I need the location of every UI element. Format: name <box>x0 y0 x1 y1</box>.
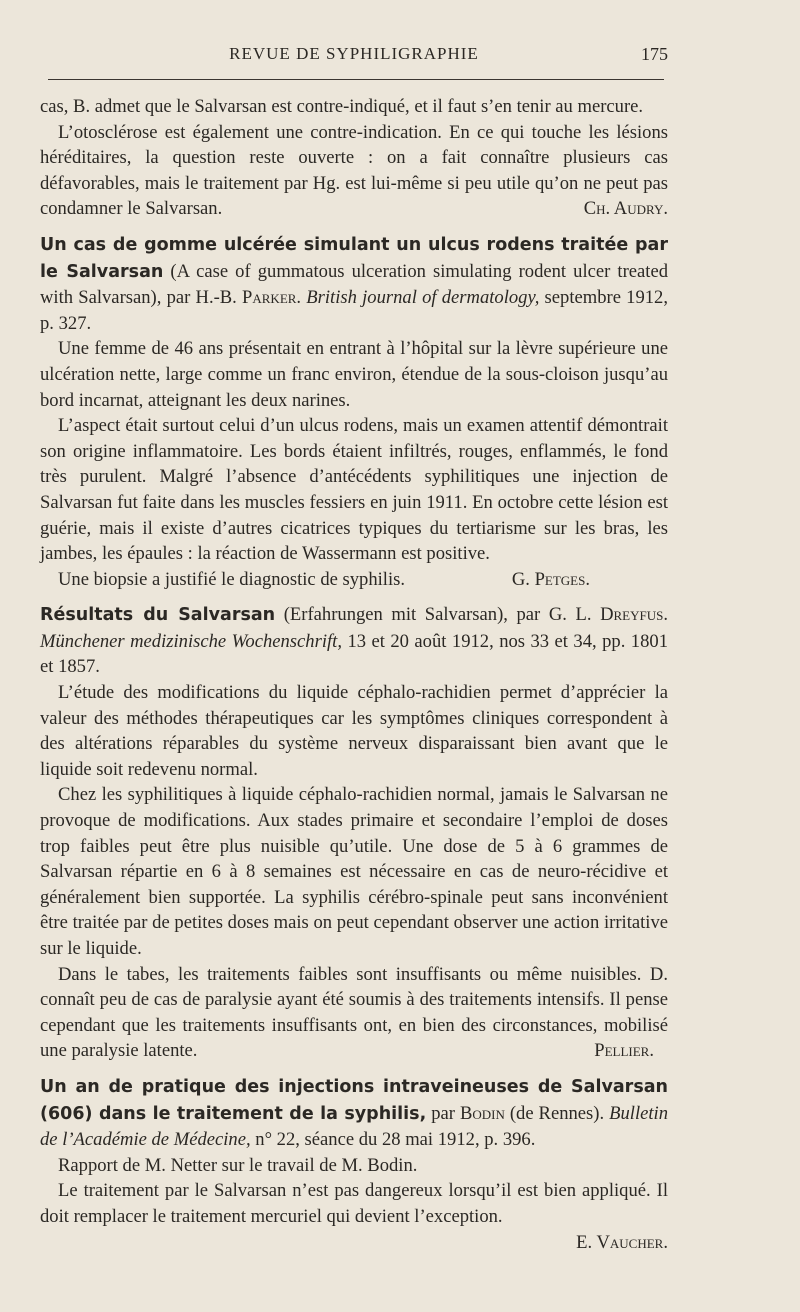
page-header <box>40 44 668 68</box>
paragraph: Le traitement par le Salvarsan n’est pas dangereux lorsqu’il est bien appliqué. Il doit remplacer le traitement mercuriel qui devient l’exception. <box>40 1180 668 1227</box>
entry-author: Parker. <box>242 287 302 309</box>
entry-reference-end: 13 et 20 août 1912, nos 33 et 34, pp. 1801 et 1857. <box>40 630 668 678</box>
signature: G. Petges. <box>511 568 590 590</box>
entry-reference: par <box>426 1102 460 1124</box>
entry-title: Un an de pratique des injections intraveineuses de Salvarsan (606) dans le traitement de la syphilis, <box>40 1076 668 1124</box>
article-body <box>40 94 668 1255</box>
paragraph: L’aspect était surtout celui d’un ulcus rodens, mais un examen attentif démontrait son origine inflammatoire. Les bords étaient infiltrés, rouges, enflammés, le fond très purulent. Malgré l’absence d’antécédents syphilitiques une injection de Salvarsan fut faite dans les muscles fessiers en juin 1911. En octobre cette lésion est guérie, mais il existe d’autres cicatrices typiques du tertiarisme sur les bras, les jambes, les épaules : la réaction de Wassermann est positive. <box>40 415 668 565</box>
entry-journal: British journal of dermatology, <box>306 287 540 309</box>
bibliography-entry <box>40 232 668 336</box>
page-number: 175 <box>641 44 668 64</box>
paragraph: Rapport de M. Netter sur le travail de M. Bodin. <box>58 1154 418 1176</box>
bibliography-entry <box>40 602 668 680</box>
entry-reference: (Erfahrungen mit Salvarsan), par G. L. <box>275 604 601 626</box>
signature: Ch. Audry. <box>583 198 668 220</box>
signature: Pellier. <box>594 1040 654 1062</box>
paragraph-text: L’otosclérose est également une contre-indication. En ce qui touche les lésions héréditaires, la question reste ouverte : on a fait connaître plusieurs cas défavorables, mais le traitement par Hg. est lui-même si peu utile qu’on ne peut pas condamner le Salvarsan. <box>40 121 668 220</box>
entry-author: Bodin <box>459 1102 505 1124</box>
entry-reference-end: septembre 1912, p. 327. <box>40 287 668 334</box>
bibliography-entry <box>40 1074 668 1153</box>
entry-reference-mid: (de Rennes). <box>504 1102 610 1124</box>
entry-journal: Münchener medizinische Wochenschrift, <box>40 630 342 652</box>
paragraph <box>40 962 668 1064</box>
paragraph: L’étude des modifications du liquide céphalo-rachidien permet d’apprécier la valeur des méthodes thérapeutiques car les symptômes cliniques correspondent à des altérations réparables du système nerveux disparaissant bien avant que le liquide soit redevenu normal. <box>40 682 668 780</box>
entry-author: Dreyfus. <box>600 604 668 626</box>
paragraph: Chez les syphilitiques à liquide céphalo-rachidien normal, jamais le Salvarsan ne provoque de modifications. Aux stades primaire et secondaire l’emploi de doses trop faibles peut être plus nuisible qu’utile. Une dose de 5 à 6 grammes de Salvarsan répartie en 6 à 8 semaines est nécessaire en cas de neuro-récidive et généralement bien supportée. La syphilis cérébro-spinale peut sans inconvénient être traitée par de petites doses mais on peut cependant observer une action irritative sur le liquide. <box>40 784 668 959</box>
signature: E. Vaucher. <box>576 1231 668 1253</box>
entry-journal: Bulletin de l’Académie de Médecine, <box>40 1102 668 1151</box>
header-rule <box>48 79 664 80</box>
entry-title: Un cas de gomme ulcérée simulant un ulcus rodens traitée par le Salvarsan <box>40 234 668 282</box>
paragraph <box>40 120 668 222</box>
paragraph-text: Dans le tabes, les traitements faibles sont insuffisants ou même nuisibles. D. connaît peu de cas de paralysie ayant été soumis à des traitements intensifs. Il pense cependant que les traitements insuffisants ont, en bien des circonstances, mobilisé une paralysie latente. <box>40 963 668 1062</box>
paragraph-text: Une biopsie a justifié le diagnostic de syphilis. <box>58 568 406 590</box>
entry-reference: (A case of gummatous ulceration simulating rodent ulcer treated with Salvarsan), par H.-B. <box>40 260 669 309</box>
running-title: REVUE DE SYPHILIGRAPHIE <box>229 44 479 63</box>
paragraph: Une femme de 46 ans présentait en entrant à l’hôpital sur la lèvre supérieure une ulcération nette, large comme un franc environ, étendue de la sous-cloison jusqu’au bord incarnat, atteignant les deux narines. <box>40 338 668 411</box>
entry-reference-end: n° 22, séance du 28 mai 1912, p. 396. <box>250 1129 536 1151</box>
paragraph <box>40 567 668 593</box>
paragraph: cas, B. admet que le Salvarsan est contre-indiqué, et il faut s’en tenir au mercure. <box>40 96 644 117</box>
entry-title: Résultats du Salvarsan <box>40 605 276 626</box>
